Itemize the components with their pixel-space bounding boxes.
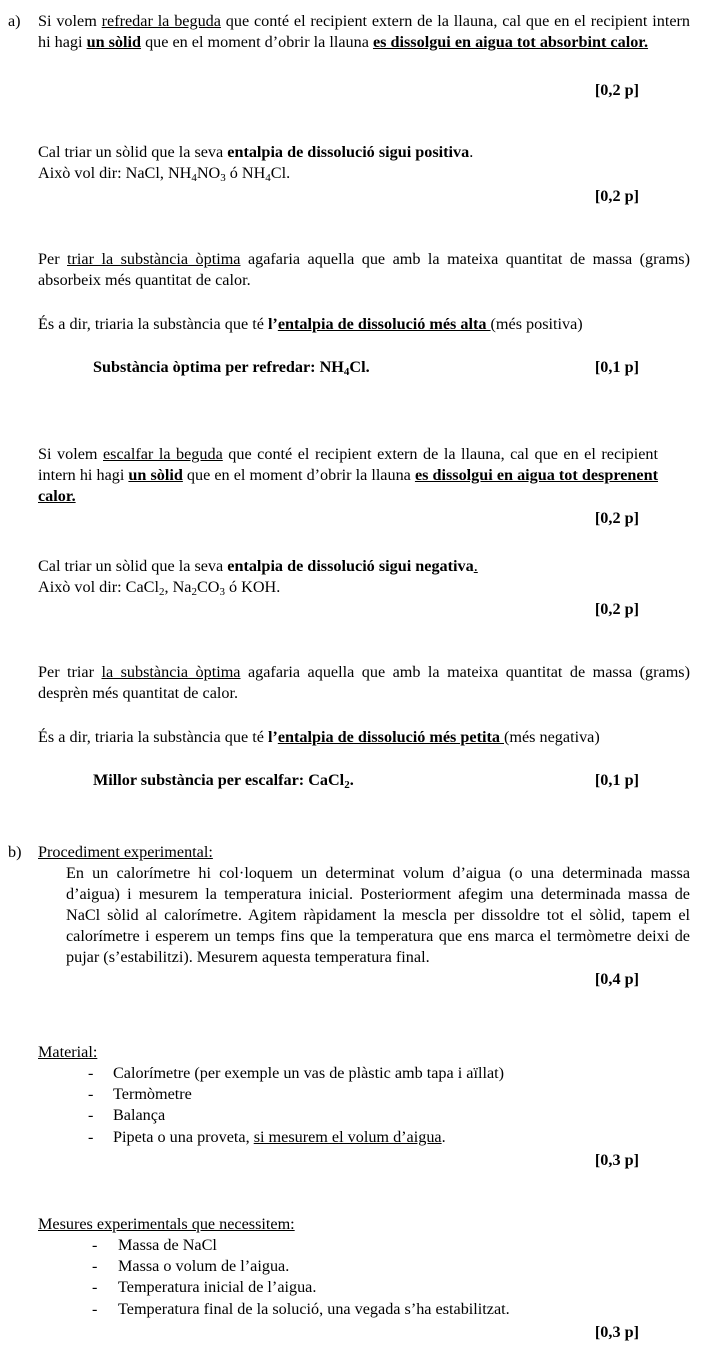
text: Si volem (38, 445, 103, 463)
underlined-text: refredar la beguda (101, 12, 221, 30)
best-heating-substance (93, 770, 354, 791)
paragraph-optimal-hot (38, 662, 690, 704)
text: que conté el recipient extern de la llauna, cal que en el recipient intern hi hagi (38, 445, 658, 484)
paragraph-highest-enthalpy (38, 314, 698, 335)
procedure-text: En un calorímetre hi col·loquem un determinat volum d’aigua (o una determinada massa d’aigua) i mesurem la temperatura inicial. Posteriorment afegim una determinada massa de NaCl sòlid al calorímetre. Agitem ràpidament la mescla per dissoldre tot el sòlid, tapem el calorímetre i esperem un temps fins que la temperatura que ens marca el termòmetre deixi de pujar (s’estabilitzi). Mesurem aquesta temperatura final. (66, 864, 690, 966)
subscript: 3 (220, 172, 226, 184)
list-bullet: - (92, 1278, 98, 1296)
score-label: [0,2 p] (594, 600, 639, 618)
score-label: [0,2 p] (594, 509, 639, 527)
text: Millor substància per escalfar: CaCl (93, 771, 345, 789)
paragraph-lowest-enthalpy (38, 727, 698, 748)
text: , Na (164, 578, 192, 596)
text: . (473, 557, 478, 575)
bold-text: l’ (267, 315, 278, 333)
optimal-cooling-substance (93, 357, 370, 378)
subscript: 4 (265, 172, 271, 184)
list-bullet: - (92, 1236, 98, 1254)
text: que en el moment d’obrir la llauna (182, 466, 415, 484)
text: Per triar (38, 663, 102, 681)
text: Pipeta o una proveta, (113, 1128, 254, 1146)
subscript: 2 (191, 586, 197, 598)
subscript: 4 (191, 172, 197, 184)
material-heading: Material: (38, 1043, 98, 1061)
score-label: [0,2 p] (594, 187, 639, 205)
paragraph-refredar (38, 11, 690, 53)
measures-heading: Mesures experimentals que necessitem: (38, 1215, 295, 1233)
score-label: [0,3 p] (594, 1323, 639, 1341)
list-item (113, 1127, 446, 1148)
list-bullet: - (88, 1085, 94, 1103)
bold-text: es dissolgui en aigua tot absorbint calor. (372, 33, 649, 51)
text: Cl. (349, 358, 370, 376)
paragraph-escalfar (38, 444, 658, 507)
text: NO (196, 164, 221, 182)
bold-text: entalpia de dissolució sigui negativa (227, 557, 474, 575)
list-item: Calorímetre (per exemple un vas de plàstic amb tapa i aïllat) (113, 1064, 505, 1082)
paragraph-positive (38, 142, 690, 184)
text: ó NH (225, 164, 266, 182)
text: (més positiva) (490, 315, 583, 333)
underlined-text: escalfar la beguda (103, 445, 223, 463)
text: Cl. (270, 164, 291, 182)
paragraph-negative (38, 556, 690, 598)
list-bullet: - (88, 1106, 94, 1124)
list-bullet: - (88, 1128, 94, 1146)
bold-text: entalpia de dissolució sigui positiva (227, 143, 470, 161)
score-label: [0,4 p] (594, 970, 639, 988)
part-b-marker: b) (8, 843, 22, 861)
text: que en el moment d’obrir la llauna (141, 33, 373, 51)
text: Si volem (38, 12, 102, 30)
underlined-text: triar la substància òptima (67, 250, 241, 268)
score-label: [0,1 p] (594, 771, 639, 789)
list-item: Termòmetre (113, 1085, 192, 1103)
text: Substància òptima per refredar: NH (93, 358, 344, 376)
list-bullet: - (88, 1064, 94, 1082)
text: ó KOH. (224, 578, 281, 596)
underlined-text: la substància òptima (101, 663, 241, 681)
text: Per (38, 250, 68, 268)
text: CO (196, 578, 220, 596)
bold-underlined-text: entalpia de dissolució més alta (277, 315, 491, 333)
underlined-text: si mesurem el volum d’aigua (253, 1128, 442, 1146)
list-item: Massa de NaCl (118, 1236, 217, 1254)
score-label: [0,3 p] (594, 1151, 639, 1169)
text: Això vol dir: NaCl, NH (38, 164, 192, 182)
subscript: 2 (344, 779, 350, 791)
list-item: Balança (113, 1106, 166, 1124)
text: Cal triar un sòlid que la seva (38, 557, 228, 575)
text: Cal triar un sòlid que la seva (38, 143, 228, 161)
list-item: Temperatura inicial de l’aigua. (118, 1278, 317, 1296)
bold-underlined-text: entalpia de dissolució més petita (277, 728, 505, 746)
list-item: Massa o volum de l’aigua. (118, 1257, 290, 1275)
text: . (349, 771, 354, 789)
text: agafaria aquella que amb la mateixa quantitat de massa (grams) desprèn més quantitat de calor. (38, 663, 691, 702)
list-bullet: - (92, 1257, 98, 1275)
bold-text: un sòlid (128, 466, 183, 484)
procedure-heading: Procediment experimental: (38, 843, 213, 861)
subscript: 3 (219, 586, 225, 598)
text: (més negativa) (504, 728, 600, 746)
text: És a dir, triaria la substància que té (38, 728, 268, 746)
list-bullet: - (92, 1300, 98, 1318)
bold-text: es dissolgui en aigua tot desprenent calor. (38, 466, 659, 505)
score-label: [0,1 p] (594, 358, 639, 376)
text: agafaria aquella que amb la mateixa quantitat de massa (grams) absorbeix més quantitat de calor. (38, 250, 690, 289)
text: . (441, 1128, 446, 1146)
subscript: 2 (158, 586, 165, 598)
bold-text: un sòlid (86, 33, 142, 51)
list-item: Temperatura final de la solució, una vegada s’ha estabilitzat. (118, 1300, 510, 1318)
text: que conté el recipient extern de la llauna, cal que en el recipient intern hi hagi (38, 12, 690, 51)
text: . (469, 143, 474, 161)
paragraph-optimal-cold (38, 249, 690, 291)
subscript: 4 (343, 366, 350, 378)
part-a-marker: a) (8, 12, 21, 30)
bold-text: l’ (267, 728, 278, 746)
text: Això vol dir: CaCl (38, 578, 159, 596)
text: És a dir, triaria la substància que té (38, 315, 268, 333)
score-label: [0,2 p] (594, 81, 639, 99)
